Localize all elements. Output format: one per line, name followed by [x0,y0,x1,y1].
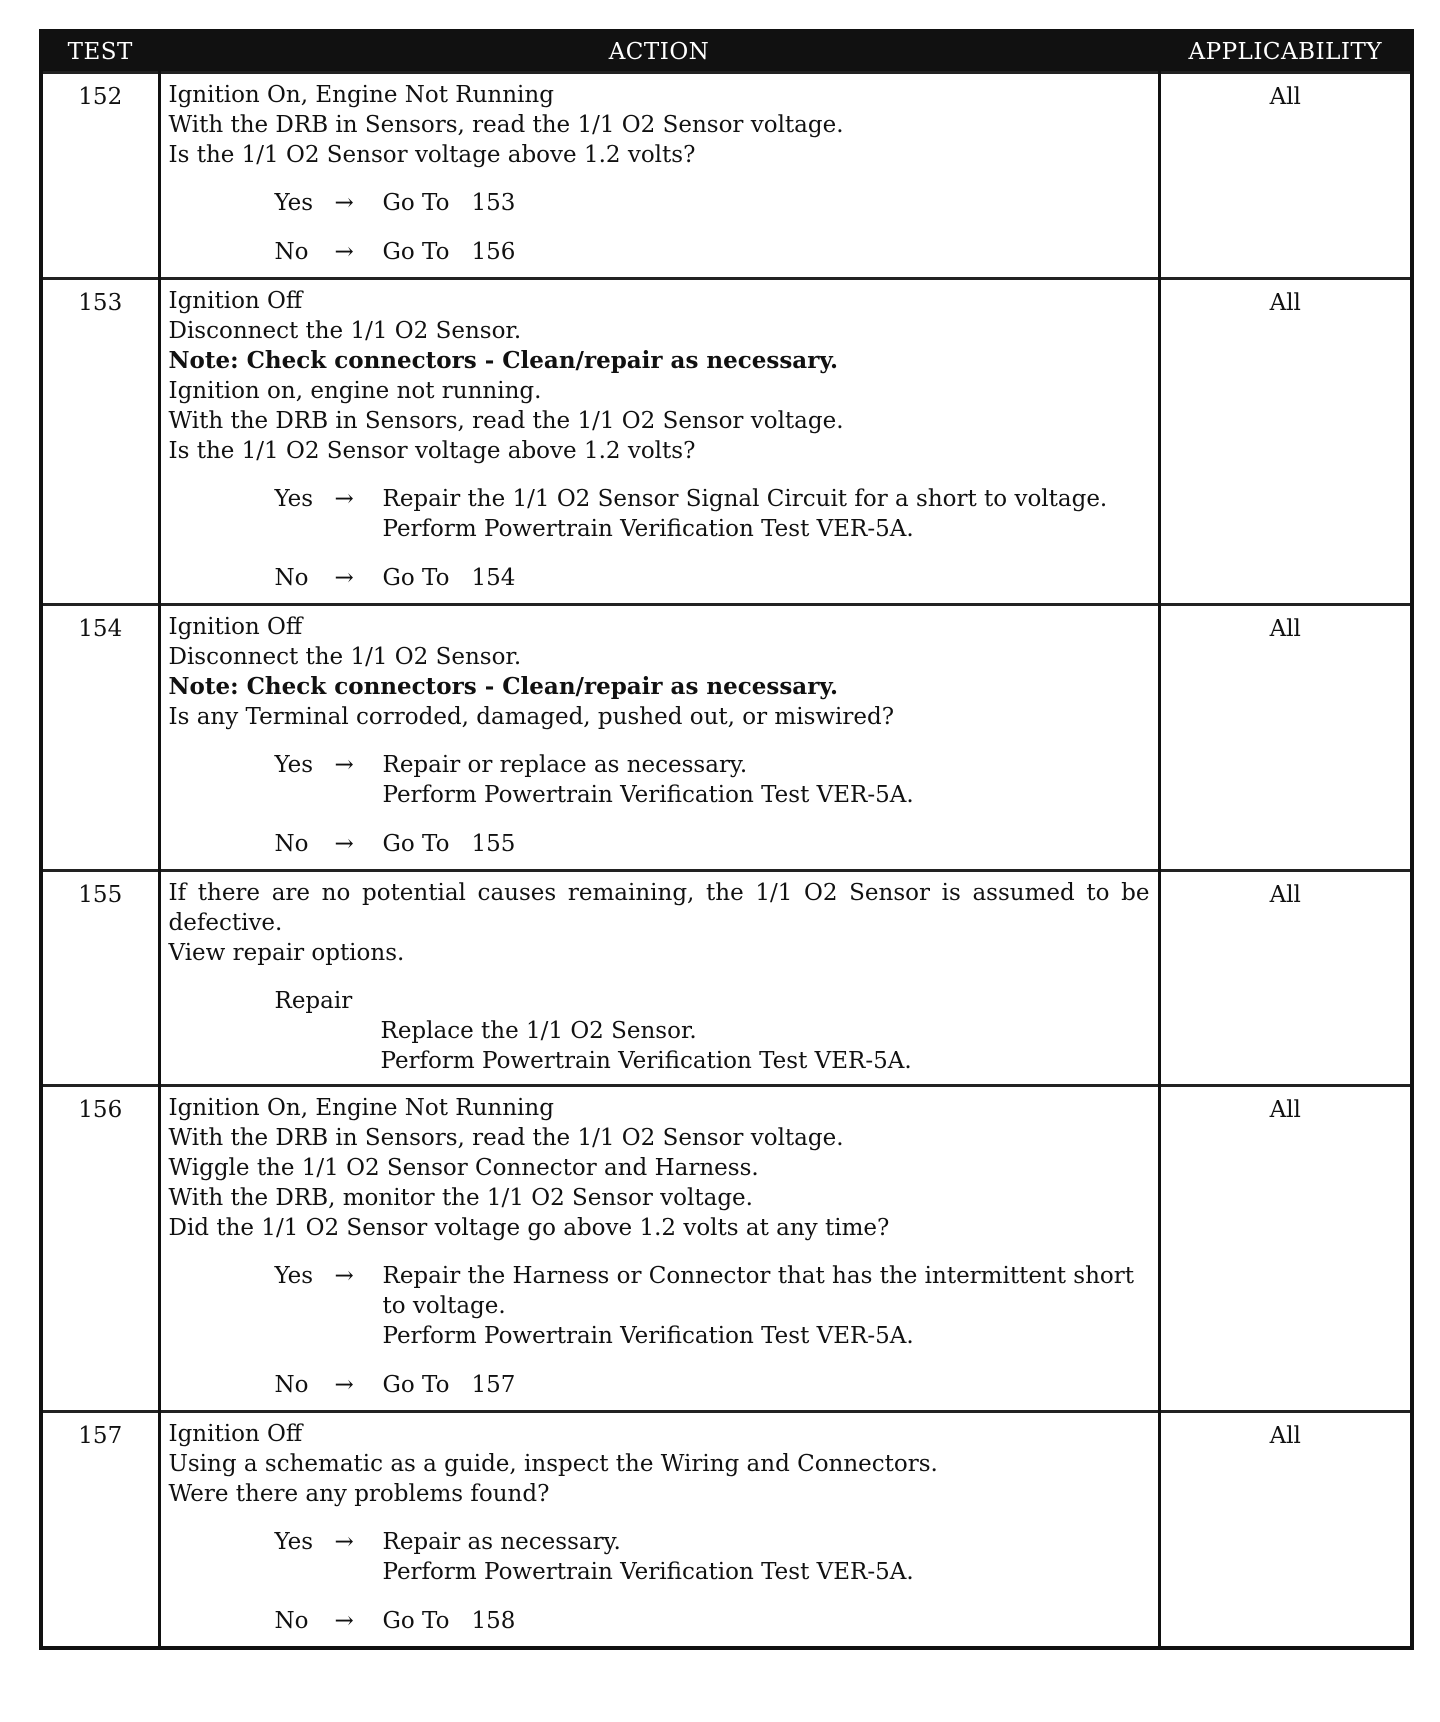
answer-action [383,750,1150,810]
goto-text: Go To [382,831,450,857]
goto-target: 158 [471,1608,516,1634]
action-cell [159,605,1159,871]
goto-target: 153 [471,190,516,216]
answer-list [169,188,1150,267]
answer-action-line: Repair as necessary. [382,1529,621,1555]
goto-text: Go To [382,1608,450,1634]
answer-list [169,750,1150,859]
instruction-line: Ignition On, Engine Not Running [168,1095,554,1121]
answer-label: Yes [274,1529,314,1555]
header-applicability: APPLICABILITY [1159,31,1412,73]
table-header-row [41,31,1412,73]
repair-options [275,986,1150,1076]
instruction-line: Were there any problems found? [168,1481,550,1507]
answer-label: Yes [274,486,314,512]
test-number: 155 [41,871,159,1086]
instruction-line: Ignition Off [168,1421,303,1447]
instruction-line: Is the 1/1 O2 Sensor voltage above 1.2 volts? [168,438,696,464]
goto-target: 154 [471,565,516,591]
answer-label: No [274,831,309,857]
instruction-line: Wiggle the 1/1 O2 Sensor Connector and Harness. [168,1155,759,1181]
instruction-line: With the DRB, monitor the 1/1 O2 Sensor voltage. [168,1185,753,1211]
answer-yes [275,188,1150,218]
arrow-icon: → [334,831,354,857]
answer-label: Yes [274,752,314,778]
header-test: TEST [41,31,159,73]
action-cell [159,1412,1159,1649]
table-body [41,73,1412,1649]
arrow-icon: → [334,1372,354,1398]
test-number: 154 [41,605,159,871]
arrow-icon: → [334,486,354,512]
applicability-value: All [1159,871,1412,1086]
repair-step: Perform Powertrain Verification Test VER-5A. [380,1048,912,1074]
answer-action-line: Repair the Harness or Connector that has the intermittent short to voltage. [382,1263,1135,1319]
answer-label: No [274,565,309,591]
instruction-line: Did the 1/1 O2 Sensor voltage go above 1.2 volts at any time? [168,1215,890,1241]
repair-steps [381,1016,1150,1076]
answer-no [275,829,1150,859]
goto-text: Go To [382,565,450,591]
answer-no [275,1606,1150,1636]
header-action: ACTION [159,31,1159,73]
applicability-value: All [1159,279,1412,605]
answer-action [383,563,1150,593]
instruction-line: Ignition On, Engine Not Running [168,82,554,108]
arrow-icon: → [334,190,354,216]
answer-action [383,1370,1150,1400]
action-cell [159,73,1159,279]
answer-action [383,484,1150,544]
answer-action [383,1261,1150,1351]
arrow-icon: → [334,1529,354,1555]
arrow-icon: → [334,1263,354,1289]
goto-target: 156 [471,239,516,265]
answer-yes [275,750,1150,810]
answer-action [383,1606,1150,1636]
table-row [41,279,1412,605]
goto-text: Go To [382,190,450,216]
table-row [41,871,1412,1086]
answer-label: Yes [274,1263,314,1289]
answer-list [169,1527,1150,1636]
answer-action [383,829,1150,859]
applicability-value: All [1159,1412,1412,1649]
instruction-line: Ignition Off [168,288,303,314]
instruction-line: Disconnect the 1/1 O2 Sensor. [168,644,522,670]
instruction-line: Using a schematic as a guide, inspect the Wiring and Connectors. [168,1451,938,1477]
note-line: Note: Check connectors - Clean/repair as necessary. [168,673,839,700]
answer-yes [275,1261,1150,1351]
answer-action-line: Perform Powertrain Verification Test VER-5A. [382,1559,914,1585]
applicability-value: All [1159,605,1412,871]
table-row [41,605,1412,871]
answer-action-line: Perform Powertrain Verification Test VER-5A. [382,1323,914,1349]
test-number: 157 [41,1412,159,1649]
action-cell [159,871,1159,1086]
test-number: 152 [41,73,159,279]
answer-yes [275,484,1150,544]
table-row [41,1412,1412,1649]
goto-target: 155 [471,831,516,857]
answer-list [169,1261,1150,1400]
instruction-line: If there are no potential causes remaining, the 1/1 O2 Sensor is assumed to be defective. [168,880,1150,936]
instruction-line: With the DRB in Sensors, read the 1/1 O2 Sensor voltage. [168,1125,844,1151]
goto-target: 157 [471,1372,516,1398]
test-number: 153 [41,279,159,605]
instruction-line: With the DRB in Sensors, read the 1/1 O2 Sensor voltage. [168,408,844,434]
answer-action-line: Repair the 1/1 O2 Sensor Signal Circuit for a short to voltage. [382,486,1108,512]
goto-text: Go To [382,1372,450,1398]
repair-step: Replace the 1/1 O2 Sensor. [380,1018,697,1044]
instruction-line: View repair options. [168,940,405,966]
answer-action [383,188,1150,218]
answer-action-line: Repair or replace as necessary. [382,752,748,778]
applicability-value: All [1159,73,1412,279]
answer-label: No [274,1372,309,1398]
applicability-value: All [1159,1086,1412,1412]
instruction-line: Disconnect the 1/1 O2 Sensor. [168,318,522,344]
action-cell [159,279,1159,605]
answer-action [383,1527,1150,1587]
table-row [41,73,1412,279]
instruction-line: Is any Terminal corroded, damaged, pushed out, or miswired? [168,704,895,730]
answer-action-line: Perform Powertrain Verification Test VER-5A. [382,782,914,808]
answer-no [275,563,1150,593]
answer-action [383,237,1150,267]
diagnostic-test-table [39,29,1414,1650]
action-cell [159,1086,1159,1412]
instruction-line: Ignition Off [168,614,303,640]
goto-text: Go To [382,239,450,265]
test-number: 156 [41,1086,159,1412]
answer-label: No [274,1608,309,1634]
arrow-icon: → [334,1608,354,1634]
answer-label: No [274,239,309,265]
table-row [41,1086,1412,1412]
repair-label: Repair [274,988,353,1014]
answer-action-line: Perform Powertrain Verification Test VER-5A. [382,516,914,542]
instruction-line: With the DRB in Sensors, read the 1/1 O2 Sensor voltage. [168,112,844,138]
answer-yes [275,1527,1150,1587]
answer-no [275,1370,1150,1400]
arrow-icon: → [334,239,354,265]
instruction-line: Is the 1/1 O2 Sensor voltage above 1.2 volts? [168,142,696,168]
arrow-icon: → [334,565,354,591]
answer-no [275,237,1150,267]
instruction-line: Ignition on, engine not running. [168,378,542,404]
note-line: Note: Check connectors - Clean/repair as necessary. [168,347,839,374]
answer-list [169,484,1150,593]
answer-label: Yes [274,190,314,216]
arrow-icon: → [334,752,354,778]
